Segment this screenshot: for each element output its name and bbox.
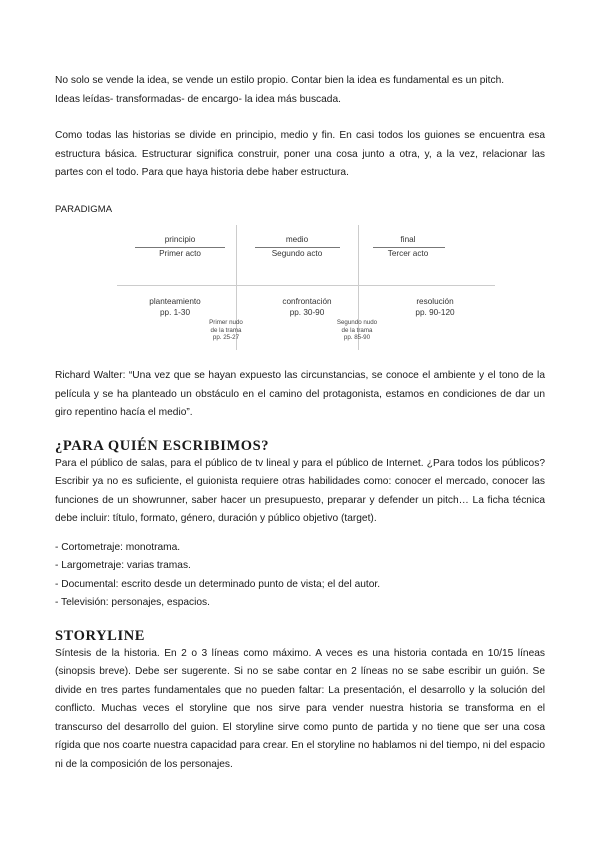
phase-label: confrontación (282, 297, 332, 306)
phase-pages: pp. 90-120 (415, 308, 455, 317)
storyline-paragraph: Síntesis de la historia. En 2 o 3 líneas como máximo. A veces es una historia contada en 10/15 líneas (sinopsis breve). Debe ser sugerente. Si no se sabe contar en 2 líneas no se sabe escribir un guión. Se divide en tres partes fundamentales que no pueden faltar: La presentación, el desarrollo y la solución del conflicto. Muchas veces el storyline que nos sirve para vender nuestra historia se transforma en el transcurso del desarrollo del guion. El storyline sirve como punto de partida y no tiene que ser una cosa rígida que nos coarte nuestra capacidad para crear. En el storyline no hablamos ni del tiempo, ni del espacio ni de la composición de los personajes. (55, 647, 545, 770)
phase-pages: pp. 30-90 (289, 308, 325, 317)
plot-point-1: Primer nudo de la trama pp. 25-27 (209, 319, 243, 341)
act-head: medio (285, 235, 309, 244)
phase-label: resolución (416, 297, 454, 306)
section-title-storyline: STORYLINE (55, 627, 146, 644)
head-underline (135, 247, 225, 248)
phase-pages: pp. 1-30 (159, 308, 191, 317)
list-item: - Documental: escrito desde un determinado punto de vista; el del autor. (55, 578, 381, 590)
intro-line-2: Ideas leídas- transformadas- de encargo- la idea más buscada. (55, 93, 341, 105)
paradigm-diagram (55, 225, 545, 355)
act-head: final (400, 235, 416, 244)
act-label: Segundo acto (271, 249, 323, 258)
intro-line-1: No solo se vende la idea, se vende un estilo propio. Contar bien la idea es fundamental es un pitch. (55, 75, 505, 86)
act-label: Primer acto (159, 249, 201, 258)
list-item: - Cortometraje: monotrama. (55, 541, 181, 553)
timeline-line (117, 285, 495, 286)
structure-paragraph: Como todas las historias se divide en principio, medio y fin. En casi todos los guiones se encuentra esa estructura básica. Estructurar significa construir, poner una cosa junto a otra, y, a la vez, relacionar las partes con el todo. Para que haya historia debe haber estructura. (55, 130, 545, 178)
paradigma-label: PARADIGMA (55, 203, 113, 215)
format-list (55, 539, 545, 613)
document-page (55, 72, 545, 774)
audience-paragraph: Para el público de salas, para el público de tv lineal y para el público de Internet. ¿Para todos los públicos? Escribir ya no es suficiente, el guionista requiere otras habilidades como: conocer el mercado, conocer las funciones de un showrunner, saber hacer un presupuesto, preparar y defender un pitch… La ficha técnica debe incluir: título, formato, género, duración y público objetivo (target). (55, 457, 545, 524)
act-label: Tercer acto (387, 249, 429, 258)
plot-point-2: Segundo nudo de la trama pp. 85-90 (336, 319, 378, 341)
act-head: principio (164, 235, 196, 244)
phase-label: planteamiento (149, 297, 201, 306)
list-item: - Televisión: personajes, espacios. (55, 597, 210, 608)
list-item: - Largometraje: varias tramas. (55, 560, 191, 571)
head-underline (373, 247, 445, 248)
section-title-audience: ¿PARA QUIÉN ESCRIBIMOS? (55, 437, 270, 454)
head-underline (255, 247, 340, 248)
richard-walter-quote: Richard Walter: “Una vez que se hayan expuesto las circunstancias, se conoce el ambiente y el tono de la película y se ha planteado un obstáculo en el camino del protagonista, estamos en condiciones de dar un giro repentino hacía el medio”. (55, 370, 545, 418)
